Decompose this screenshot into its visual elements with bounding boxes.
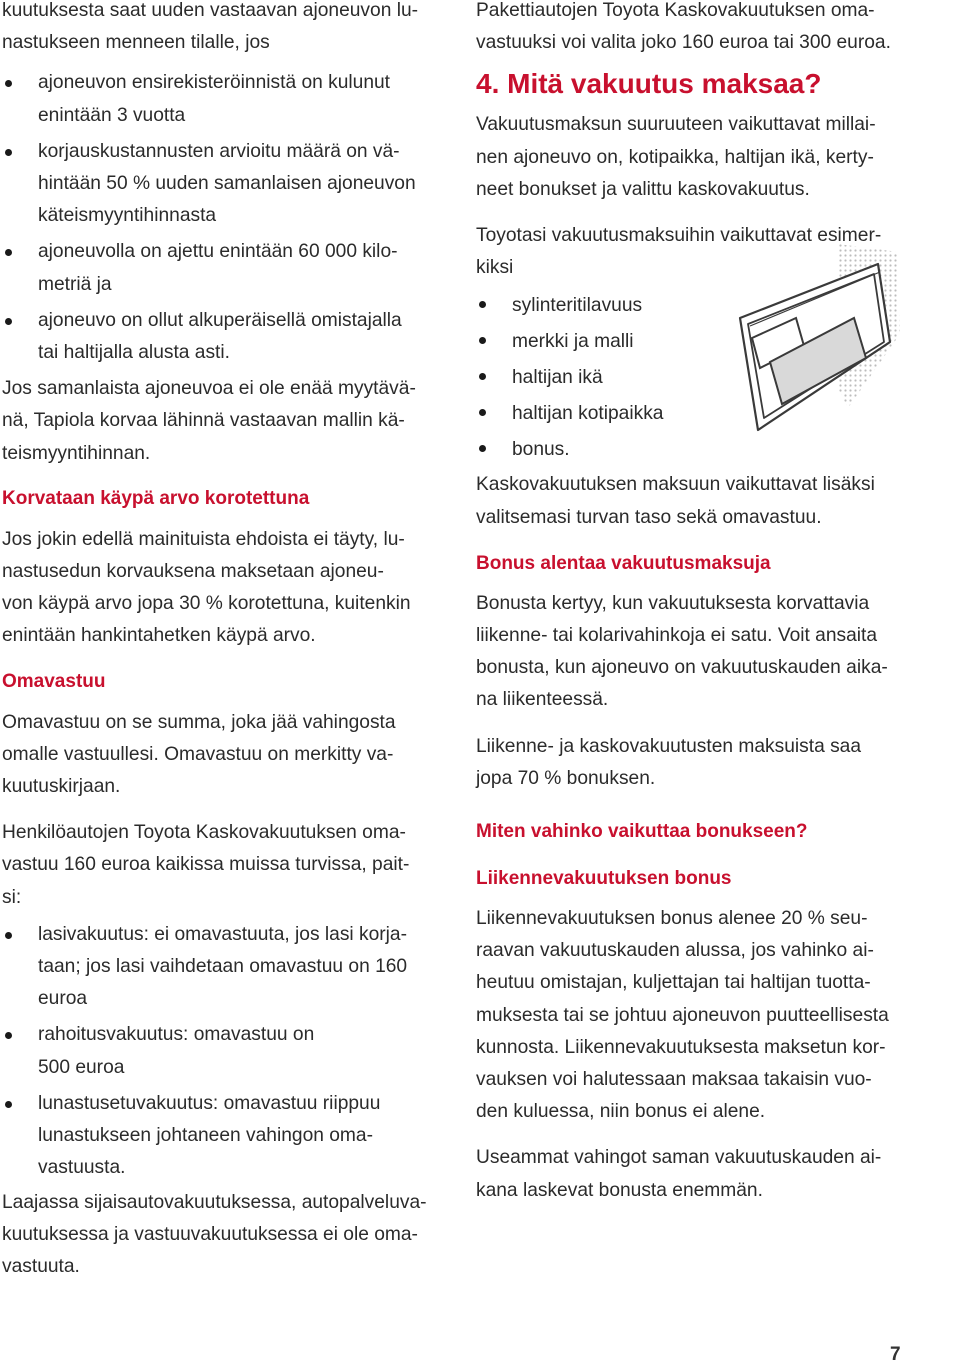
bonus-paragraph: Bonusta kertyy, kun vakuutuksesta korvattavia liikenne- tai kolarivahinkoja ei satu. Voit ansaita bonusta, kun ajoneuvo on vakuutuskauden aika- na liikenteessä. — [476, 592, 888, 711]
same-model-paragraph: Jos samanlaista ajoneuvoa ei ole enää myytävä- nä, Tapiola korvaa lähinnä vastaavan mallin kä- teismyyntihinnan. — [2, 378, 416, 464]
list-item: lunastusetuvakuutus: omavastuu riippuu lunastukseen johtaneen vahingon oma- vastuusta. — [2, 1088, 442, 1185]
list-item: lasivakuutus: ei omavastuuta, jos lasi korja- taan; jos lasi vaihdetaan omavastuu on 160 euroa — [2, 919, 442, 1016]
list-item: ajoneuvo on ollut alkuperäisellä omistajalla tai haltijalla alusta asti. — [2, 305, 442, 369]
kasko-paragraph: Kaskovakuutuksen maksuun vaikuttavat lisäksi valitsemasi turvan taso sekä omavastuu. — [476, 474, 875, 528]
list-item: ajoneuvon ensirekisteröinnistä on kulunut enintään 3 vuotta — [2, 67, 442, 131]
section-heading: 4. Mitä vakuutus maksaa? — [476, 68, 822, 100]
premium-factors-paragraph: Vakuutusmaksun suuruuteen vaikuttavat millai- nen ajoneuvo on, kotipaikka, haltijan ikä, kerty- neet bonukset ja valittu kaskovakuutus. — [476, 114, 876, 200]
list-item: sylinteritilavuus — [476, 288, 908, 324]
passenger-car-deductible-paragraph: Henkilöautojen Toyota Kaskovakuutuksen oma- vastuu 160 euroa kaikissa muissa turvissa, pait- si: — [2, 822, 410, 908]
list-item: haltijan kotipaikka — [476, 396, 908, 432]
van-deductible-paragraph: Pakettiautojen Toyota Kaskovakuutuksen oma- vastuuksi voi valita joko 160 euroa tai 300 euroa. — [476, 0, 891, 54]
traffic-bonus-heading: Liikennevakuutuksen bonus — [476, 868, 732, 890]
list-item: rahoitusvakuutus: omavastuu on 500 euroa — [2, 1019, 442, 1083]
traffic-bonus-paragraph: Liikennevakuutuksen bonus alenee 20 % seu- raavan vakuutuskauden alussa, jos vahinko ai- heutuu omistajan, kuljettajan tai haltijan tuotta- muksesta tai se johtuu ajoneuvon puutteellisesta kunnosta. Liikennevakuutuksesta maksetun kor- vauksen voi halutessaan maksaa takaisin vuo- den kuluessa, niin bonus ei alene. — [476, 908, 889, 1123]
deductible-exceptions-list — [2, 919, 442, 1185]
list-item: bonus. — [476, 432, 908, 468]
right-column — [476, 0, 908, 1207]
list-item: korjauskustannusten arvioitu määrä on vä- hintään 50 % uuden samanlaisen ajoneuvon käteismyyntihinnasta — [2, 136, 442, 233]
raised-value-heading: Korvataan käypä arvo korotettuna — [2, 487, 310, 509]
damage-bonus-heading: Miten vahinko vaikuttaa bonukseen? — [476, 821, 808, 843]
insurance-booklet-icon — [728, 238, 904, 447]
bonus-heading: Bonus alentaa vakuutusmaksuja — [476, 552, 771, 574]
list-item: ajoneuvolla on ajettu enintään 60 000 kilo- metriä ja — [2, 236, 442, 300]
bonus-max-paragraph: Liikenne- ja kaskovakuutusten maksuista saa jopa 70 % bonuksen. — [476, 735, 862, 789]
intro-paragraph: kuutuksesta saat uuden vastaavan ajoneuvon lu- nastukseen menneen tilalle, jos — [2, 0, 419, 54]
deductible-heading: Omavastuu — [2, 670, 106, 692]
replacement-conditions-list — [2, 67, 442, 369]
extended-coverage-paragraph: Laajassa sijaisautovakuutuksessa, autopalveluva- kuutuksessa ja vastuuvakuutuksessa ei ole oma- vastuuta. — [2, 1191, 427, 1277]
deductible-paragraph: Omavastuu on se summa, joka jää vahingosta omalle vastuullesi. Omavastuu on merkitty va- kuutuskirjaan. — [2, 711, 396, 798]
multiple-damages-paragraph: Useammat vahingot saman vakuutuskauden ai- kana laskevat bonusta enemmän. — [476, 1147, 882, 1201]
examples-paragraph: Toyotasi vakuutusmaksuihin vaikuttavat esimer- kiksi — [476, 225, 882, 279]
list-item: merkki ja malli — [476, 324, 908, 360]
left-column — [2, 0, 442, 1283]
list-item: haltijan ikä — [476, 360, 908, 396]
page-number: 7 — [890, 1344, 901, 1365]
raised-value-paragraph: Jos jokin edellä mainituista ehdoista ei täyty, lu- nastusedun korvauksena maksetaan ajoneu- von käypä arvo jopa 30 % korotettuna, kuitenkin enintään hankintahetken käypä arvo. — [2, 528, 411, 647]
